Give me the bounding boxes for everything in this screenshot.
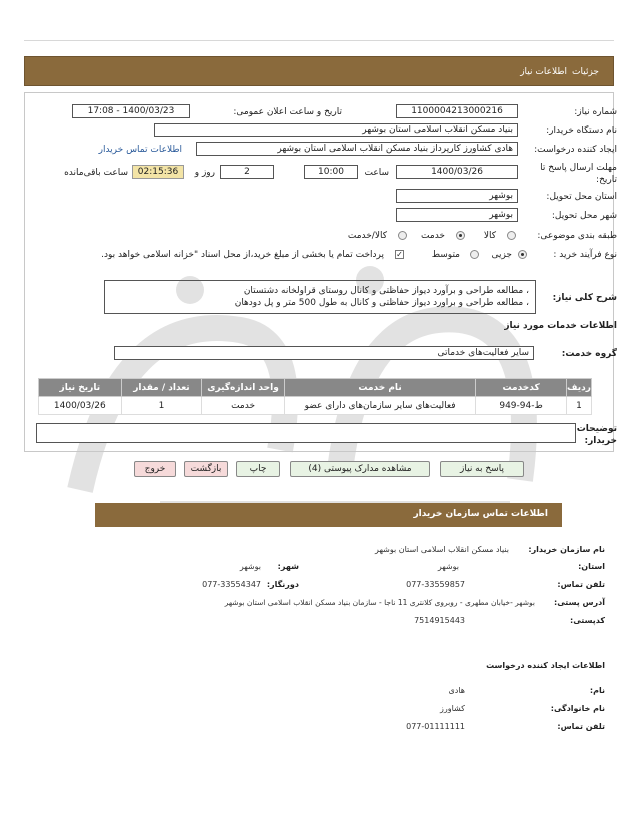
notes-label: توضیحات — [576, 424, 617, 434]
province-label: استان محل تحویل: — [546, 192, 617, 202]
deadline-date-field: 1400/03/26 — [396, 165, 518, 179]
top-divider — [24, 40, 614, 41]
reply-button[interactable]: پاسخ به نیاز — [440, 461, 524, 477]
creator-name-label: نام: — [589, 686, 605, 695]
col-qty: تعداد / مقدار — [121, 379, 202, 397]
attachments-button[interactable]: مشاهده مدارک پیوستی (4) — [290, 461, 430, 477]
table-row — [39, 397, 592, 415]
col-unit: واحد اندازه‌گیری — [202, 379, 285, 397]
requester-label: ایجاد کننده درخواست: — [534, 145, 617, 155]
desc-line-2: ، مطالعه طراحی و براورد دیواز حفاظتی و کانال به طول 500 متر و پل دودهان — [234, 298, 529, 308]
notes-label-2: خریدار: — [584, 436, 617, 446]
radio-service-label: خدمت — [421, 231, 445, 241]
creator-phone-value: 077-01111111 — [406, 722, 465, 731]
city-field: بوشهر — [396, 208, 518, 222]
desc-label: شرح کلی نیاز: — [552, 293, 617, 303]
fax-value: 077-33554347 — [202, 580, 261, 589]
category-label: طبقه بندی موضوعی: — [537, 231, 617, 241]
cell-row: 1 — [566, 397, 591, 415]
need-number-field: 1100004213000216 — [396, 104, 518, 118]
deadline-hour-label: ساعت — [364, 168, 389, 178]
header-bar — [24, 56, 614, 86]
creator-name-value: هادی — [448, 686, 465, 695]
payment-note: پرداخت تمام یا بخشی از مبلغ خرید،از محل اسناد "خزانه اسلامی خواهد بود. — [101, 250, 384, 260]
deadline-time-field: 10:00 — [304, 165, 358, 179]
contact-province-value: بوشهر — [437, 562, 459, 571]
notes-box — [36, 423, 576, 443]
creator-phone-label: تلفن تماس: — [557, 722, 605, 731]
radio-goods[interactable] — [507, 231, 516, 240]
cell-date: 1400/03/26 — [39, 397, 122, 415]
buyer-field: بنیاد مسکن انقلاب اسلامی استان بوشهر — [154, 123, 518, 137]
cell-unit: خدمت — [202, 397, 285, 415]
services-title: اطلاعات خدمات مورد نیاز — [504, 321, 617, 331]
exit-button[interactable]: خروج — [134, 461, 176, 477]
services-table — [38, 378, 592, 415]
address-value: بوشهر -خیابان مطهری - روبروی کلانتری 11 ناجا - سازمان بنیاد مسکن انقلاب اسلامی استان بوشهر — [224, 598, 535, 607]
remaining-label: ساعت باقی‌مانده — [64, 168, 128, 178]
process-label: نوع فرآیند خرید : — [553, 250, 617, 260]
radio-minor[interactable] — [518, 250, 527, 259]
group-field: سایر فعالیت‌های خدماتی — [114, 346, 534, 360]
col-row: ردیف — [566, 379, 591, 397]
group-label: گروه خدمت: — [561, 349, 617, 359]
creator-title: اطلاعات ایجاد کننده درخواست — [486, 661, 605, 670]
address-label: آدرس پستی: — [554, 598, 605, 607]
fax-label: دورنگار: — [266, 580, 299, 589]
tab-need-info[interactable]: اطلاعات نیاز — [520, 67, 567, 77]
deadline-label: مهلت ارسال پاسخ تا — [540, 163, 617, 173]
col-code: کدخدمت — [476, 379, 567, 397]
creator-family-value: کشاورز — [440, 704, 465, 713]
phone-label: تلفن تماس: — [557, 580, 605, 589]
contact-title: اطلاعات تماس سازمان خریدار — [413, 509, 548, 519]
remaining-timer: 02:15:36 — [132, 165, 184, 179]
announce-field: 1400/03/23 - 17:08 — [72, 104, 190, 118]
table-header-row — [39, 379, 592, 397]
phone-value: 077-33559857 — [406, 580, 465, 589]
day-label: روز و — [194, 168, 215, 178]
postal-label: کدپستی: — [570, 616, 605, 625]
days-field: 2 — [220, 165, 274, 179]
radio-service[interactable] — [456, 231, 465, 240]
contact-city-label: شهر: — [277, 562, 299, 571]
org-label: نام سازمان خریدار: — [528, 545, 605, 554]
deadline-label-date: تاریخ: — [596, 175, 617, 185]
radio-minor-label: جزیی — [491, 250, 512, 260]
requester-field: هادی کشاورز کارپرداز بنیاد مسکن انقلاب اسلامی استان بوشهر — [196, 142, 518, 156]
desc-line-1: ، مطالعه طراحی و برآورد دیواز حفاظتی و کانال روستای قراولخانه دشتستان — [243, 286, 529, 296]
cell-code: ط-94-949 — [476, 397, 567, 415]
cell-qty: 1 — [121, 397, 202, 415]
contact-province-label: استان: — [578, 562, 605, 571]
buyer-label: نام دستگاه خریدار: — [546, 126, 617, 136]
creator-family-label: نام خانوادگی: — [550, 704, 605, 713]
cell-name: فعالیت‌های سایر سازمان‌های دارای عضو — [284, 397, 475, 415]
back-button[interactable]: بازگشت — [184, 461, 228, 477]
radio-goods-label: کالا — [483, 231, 496, 241]
contact-city-value: بوشهر — [239, 562, 261, 571]
radio-medium[interactable] — [470, 250, 479, 259]
col-date: تاریخ نیاز — [39, 379, 122, 397]
col-name: نام خدمت — [284, 379, 475, 397]
buyer-contact-link[interactable]: اطلاعات تماس خریدار — [98, 145, 182, 155]
province-field: بوشهر — [396, 189, 518, 203]
contact-section-bar — [95, 503, 562, 527]
tab-details[interactable]: جزئیات — [572, 67, 599, 77]
desc-box — [104, 280, 536, 314]
radio-goods-service[interactable] — [398, 231, 407, 240]
need-number-label: شماره نیاز: — [574, 107, 617, 117]
postal-value: 7514915443 — [414, 616, 465, 625]
print-button[interactable]: چاپ — [236, 461, 280, 477]
payment-checkbox[interactable]: ✓ — [396, 250, 403, 259]
city-label: شهر محل تحویل: — [551, 211, 617, 221]
announce-label: تاریخ و ساعت اعلان عمومی: — [233, 107, 342, 117]
org-value: بنیاد مسکن انقلاب اسلامی استان بوشهر — [375, 545, 509, 554]
radio-goods-service-label: کالا/خدمت — [347, 231, 387, 241]
radio-medium-label: متوسط — [431, 250, 460, 260]
